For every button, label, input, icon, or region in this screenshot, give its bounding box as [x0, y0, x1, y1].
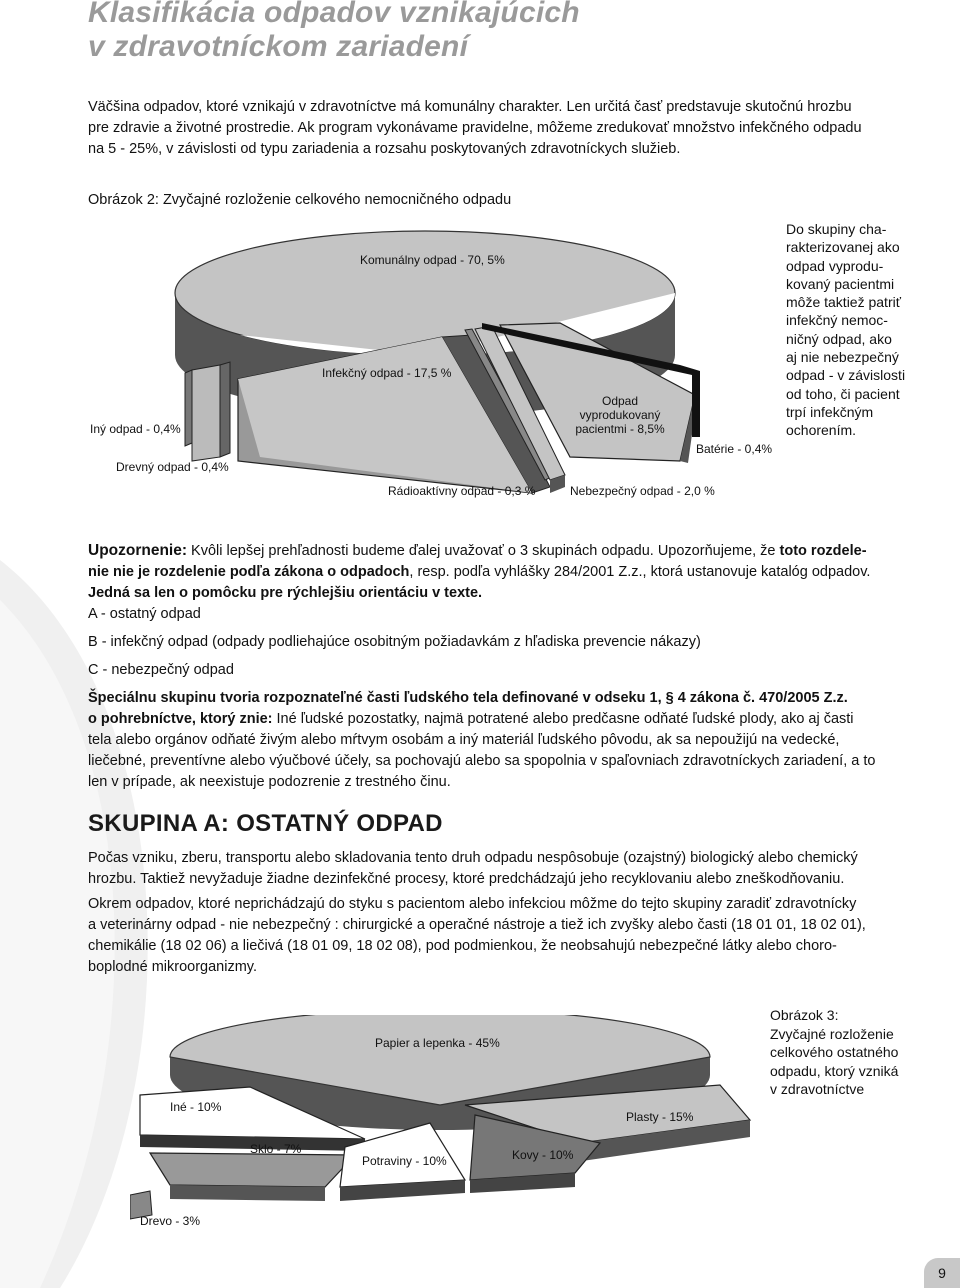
paragraph-a2: Okrem odpadov, ktoré neprichádzajú do styku s pacientom alebo infekciou môžme do tejto skupiny zaradiť zdravotnícky a veterinárny odpad - nie nebezpečný : chirurgické a operačné nástroje a tiež ich zvyšky alebo časti (18 01 01, 18 02 01), chemikálie (18 02 06) a liečivá (18 01 09, 18 02 08), pod podmienkou, že neobsahujú nebezpečné látky alebo choro- boplodné mikroorganizmy. [88, 896, 866, 975]
special-paragraph: Špeciálnu skupinu tvoria rozpoznateľné časti ľudského tela definované v odseku 1, § 4 zákona č. 470/2005 Z.z. o pohrebníctve, ktorý znie: Iné ľudské pozostatky, najmä potratené alebo predčasne odňaté ľudské plody, ako aj časti tela alebo orgánov odňaté živým alebo mŕtvym osobám a iný materiál ľudského pôvodu, ak sa nepoužijú na vedecké, liečebné, preventívne alebo výučbové účely, sa pochovajú alebo sa spopolnia v spaľovniach zdravotníckych zariadení, a to len v prípade, ak neexistuje podozrenie z trestného činu. [88, 690, 876, 790]
figure2-side-note: Do skupiny cha- rakterizovanej ako odpad vyprodu- kovaný pacientmi môže taktiež patriť infekčný nemoc- ničný odpad, ako aj nie nebezpečný odpad - v závislosti od toho, či pacient trpí infekčným ochorením. [786, 221, 906, 439]
intro-paragraph: Väčšina odpadov, ktoré vznikajú v zdravotníctve má komunálny charakter. Len určitá časť predstavuje skutočnú hrozbu pre zdravie a životné prostredie. Ak program vykonávame pravidelne, môžeme zredukovať množstvo infekčného odpadu na 5 - 25%, v závislosti od typu zariadenia a rozsahu poskytovaných zdravotníckych služieb. [88, 99, 862, 157]
figure2-pie-chart [80, 225, 780, 510]
section-title: SKUPINA A: OSTATNÝ ODPAD [88, 810, 443, 837]
figure2-caption: Obrázok 2: Zvyčajné rozloženie celkového nemocničného odpadu [88, 192, 512, 208]
label-baterie: Batérie - 0,4% [696, 442, 773, 456]
label-infekcny: Infekčný odpad - 17,5 % [322, 366, 452, 380]
label-drevny: Drevný odpad - 0,4% [116, 460, 229, 474]
label-nebezpecny: Nebezpečný odpad - 2,0 % [570, 484, 715, 498]
label-odpad-2: vyprodukovaný [579, 408, 661, 422]
label-radio: Rádioaktívny odpad - 0,3 % [388, 484, 536, 498]
label-odpad-1: Odpad [601, 394, 639, 408]
figure3-caption: Obrázok 3: Zvyčajné rozloženie celkového ostatného odpadu, ktorý vzniká v zdravotníctve [770, 1007, 899, 1097]
pie3-slice-sklo [150, 1153, 355, 1187]
notice-paragraph: Upozornenie: Kvôli lepšej prehľadnosti budeme ďalej uvažovať o 3 skupinách odpadu. Upozorňujeme, že toto rozdele- nie nie je rozdelenie podľa zákona o odpadoch, resp. podľa vyhlášky 284/2001 Z.z., ktorá ustanovuje katalóg odpadov. Jedná sa len o pomôcku pre rýchlejšiu orientáciu v texte. [88, 542, 871, 601]
label3-kovy: Kovy - 10% [512, 1148, 574, 1162]
pie-slice-drevny [192, 365, 220, 461]
label-komunalny: Komunálny odpad - 70, 5% [360, 253, 505, 267]
paragraph-a1: Počas vzniku, zberu, transportu alebo skladovania tento druh odpadu nespôsobuje (ozajstný) biologický alebo chemický hrozbu. Taktiež nevyžaduje žiadne dezinfekčné procesy, ktoré predchádzajú jeho recyklovaniu alebo zneškodňovaniu. [88, 850, 858, 887]
label3-plasty: Plasty - 15% [626, 1110, 694, 1124]
group-b: B - infekčný odpad (odpady podliehajúce osobitným požiadavkám z hľadiska prevencie nákazy) [88, 634, 701, 650]
figure3-pie-chart [130, 1015, 760, 1235]
label-iny: Iný odpad - 0,4% [90, 422, 181, 436]
pie-slice-iny [185, 370, 192, 446]
page-number: 9 [924, 1258, 960, 1288]
page-title: Klasifikácia odpadov vznikajúcich v zdravotníckom zariadení [88, 0, 580, 63]
label3-papier: Papier a lepenka - 45% [375, 1036, 500, 1050]
label3-potraviny: Potraviny - 10% [362, 1154, 447, 1168]
pie-slice-drevny-side [220, 362, 230, 457]
label-odpad-3: pacientmi - 8,5% [575, 422, 665, 436]
label3-sklo: Sklo - 7% [250, 1142, 302, 1156]
label3-ine: Iné - 10% [170, 1100, 222, 1114]
group-c: C - nebezpečný odpad [88, 662, 234, 678]
label3-drevo: Drevo - 3% [140, 1214, 201, 1228]
pie3-slice-sklo-side [170, 1185, 325, 1201]
group-a: A - ostatný odpad [88, 606, 201, 622]
